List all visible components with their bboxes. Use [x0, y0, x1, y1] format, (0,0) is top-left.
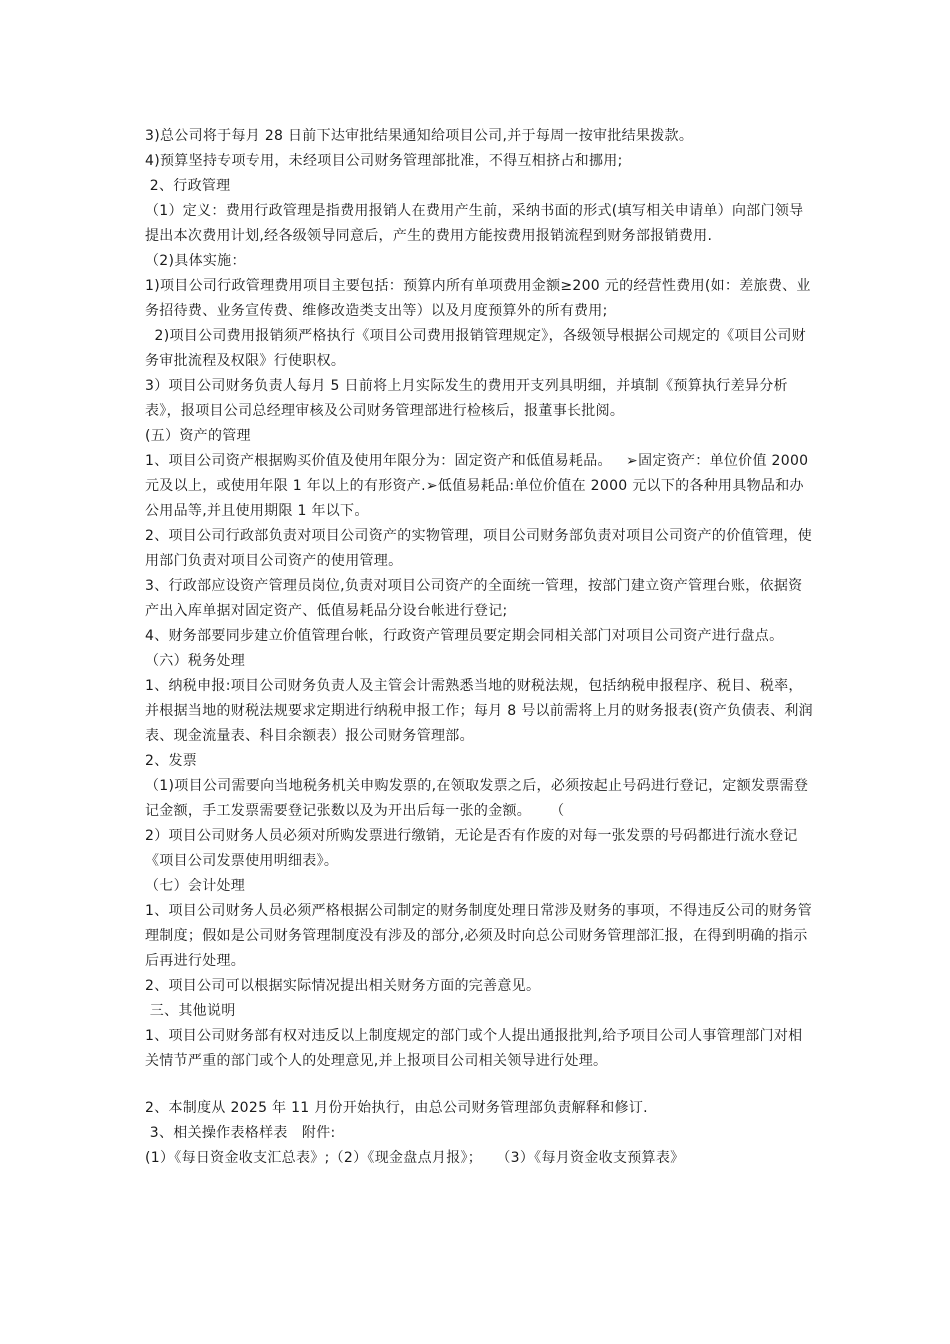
paragraph-monthly-report: 3）项目公司财务负责人每月 5 日前将上月实际发生的费用开支列具明细，并填制《预算执行差异分析表》，报项目公司总经理审核及公司财务管理部进行检核后，报董事长批阅。 — [145, 378, 788, 419]
paragraph-attachment-list: (1）《每日资金收支汇总表》;（2）《现金盘点月报》； （3）《每月资金收支预算表》 — [145, 1150, 685, 1166]
paragraph-asset-ledger: 3、行政部应设资产管理员岗位,负责对项目公司资产的全面统一管理，按部门建立资产管理台账，依据资产出入库单据对固定资产、低值易耗品分设台帐进行登记; — [145, 578, 803, 619]
paragraph-effective-date: 2、本制度从 2025 年 11 月份开始执行，由总公司财务管理部负责解释和修订. — [145, 1100, 648, 1116]
paragraph-expense-items: 1)项目公司行政管理费用项目主要包括：预算内所有单项费用金额≥200 元的经营性费用(如：差旅费、业务招待费、业务宣传费、维修改造类支出等）以及月度预算外的所有费用; — [145, 278, 811, 319]
paragraph-budget-dedicated: 4)预算坚持专项专用，未经项目公司财务管理部批准，不得互相挤占和挪用; — [145, 153, 623, 169]
paragraph-accounting-rules: 1、项目公司财务人员必须严格根据公司制定的财务制度处理日常涉及财务的事项，不得违反公司的财务管理制度；假如是公司财务管理制度没有涉及的部分,必须及时向总公司财务管理部汇报，在得到明确的指示后再进行处理。 — [145, 903, 813, 969]
paragraph-asset-responsibility: 2、项目公司行政部负责对项目公司资产的实物管理，项目公司财务部负责对项目公司资产的价值管理，使用部门负责对项目公司资产的使用管理。 — [145, 528, 813, 569]
blank-line — [145, 1074, 815, 1096]
heading-accounting: （七）会计处理 — [145, 878, 246, 894]
heading-invoices: 2、发票 — [145, 753, 198, 769]
paragraph-tax-filing: 1、纳税申报:项目公司财务负责人及主管会计需熟悉当地的财税法规，包括纳税申报程序、税目、税率，并根据当地的财税法规要求定期进行纳税申报工作；每月 8 号以前需将上月的财务报表(资产负债表、利润表、现金流量表、科目余额表）报公司财务管理部。 — [145, 678, 813, 744]
heading-attachments: 3、相关操作表格样表 附件: — [145, 1125, 336, 1141]
paragraph-invoice-purchase: （1)项目公司需要向当地税务机关申购发票的,在领取发票之后，必须按起止号码进行登记，定额发票需登记金额，手工发票需要登记张数以及为开出后每一张的金额。 （ — [145, 778, 809, 819]
document-body — [145, 124, 815, 1171]
paragraph-violation-reporting: 1、项目公司财务部有权对违反以上制度规定的部门或个人提出通报批判,给予项目公司人事管理部门对相关情节严重的部门或个人的处理意见,并上报项目公司相关领导进行处理。 — [145, 1028, 803, 1069]
heading-administrative-management: 2、行政管理 — [145, 178, 231, 194]
heading-implementation: （2)具体实施： — [145, 253, 246, 269]
paragraph-reimbursement-rules: 2)项目公司费用报销须严格执行《项目公司费用报销管理规定》，各级领导根据公司规定的《项目公司财务审批流程及权限》行使职权。 — [145, 328, 806, 369]
paragraph-improvement-suggestions: 2、项目公司可以根据实际情况提出相关财务方面的完善意见。 — [145, 978, 541, 994]
heading-tax-handling: （六）税务处理 — [145, 653, 246, 669]
paragraph-invoice-cancellation: 2）项目公司财务人员必须对所购发票进行缴销，无论是否有作废的对每一张发票的号码都进行流水登记《项目公司发票使用明细表》。 — [145, 828, 798, 869]
paragraph-asset-inventory: 4、财务部要同步建立价值管理台帐，行政资产管理员要定期会同相关部门对项目公司资产进行盘点。 — [145, 628, 784, 644]
paragraph-approval-notice: 3)总公司将于每月 28 日前下达审批结果通知给项目公司,并于每周一按审批结果拨款。 — [145, 128, 694, 144]
paragraph-definition: （1）定义：费用行政管理是指费用报销人在费用产生前，采纳书面的形式(填写相关申请单）向部门领导提出本次费用计划,经各级领导同意后，产生的费用方能按费用报销流程到财务部报销费用. — [145, 203, 804, 244]
heading-asset-management: (五）资产的管理 — [145, 428, 251, 444]
paragraph-asset-classification: 1、项目公司资产根据购买价值及使用年限分为：固定资产和低值易耗品。 ➢固定资产：单位价值 2000 元及以上，或使用年限 1 年以上的有形资产.➢低值易耗品:单位价值在 2000 元以下的各种用具物品和办公用品等,并且使用期限 1 年以下。 — [145, 453, 814, 519]
heading-other-notes: 三、其他说明 — [145, 1003, 236, 1019]
